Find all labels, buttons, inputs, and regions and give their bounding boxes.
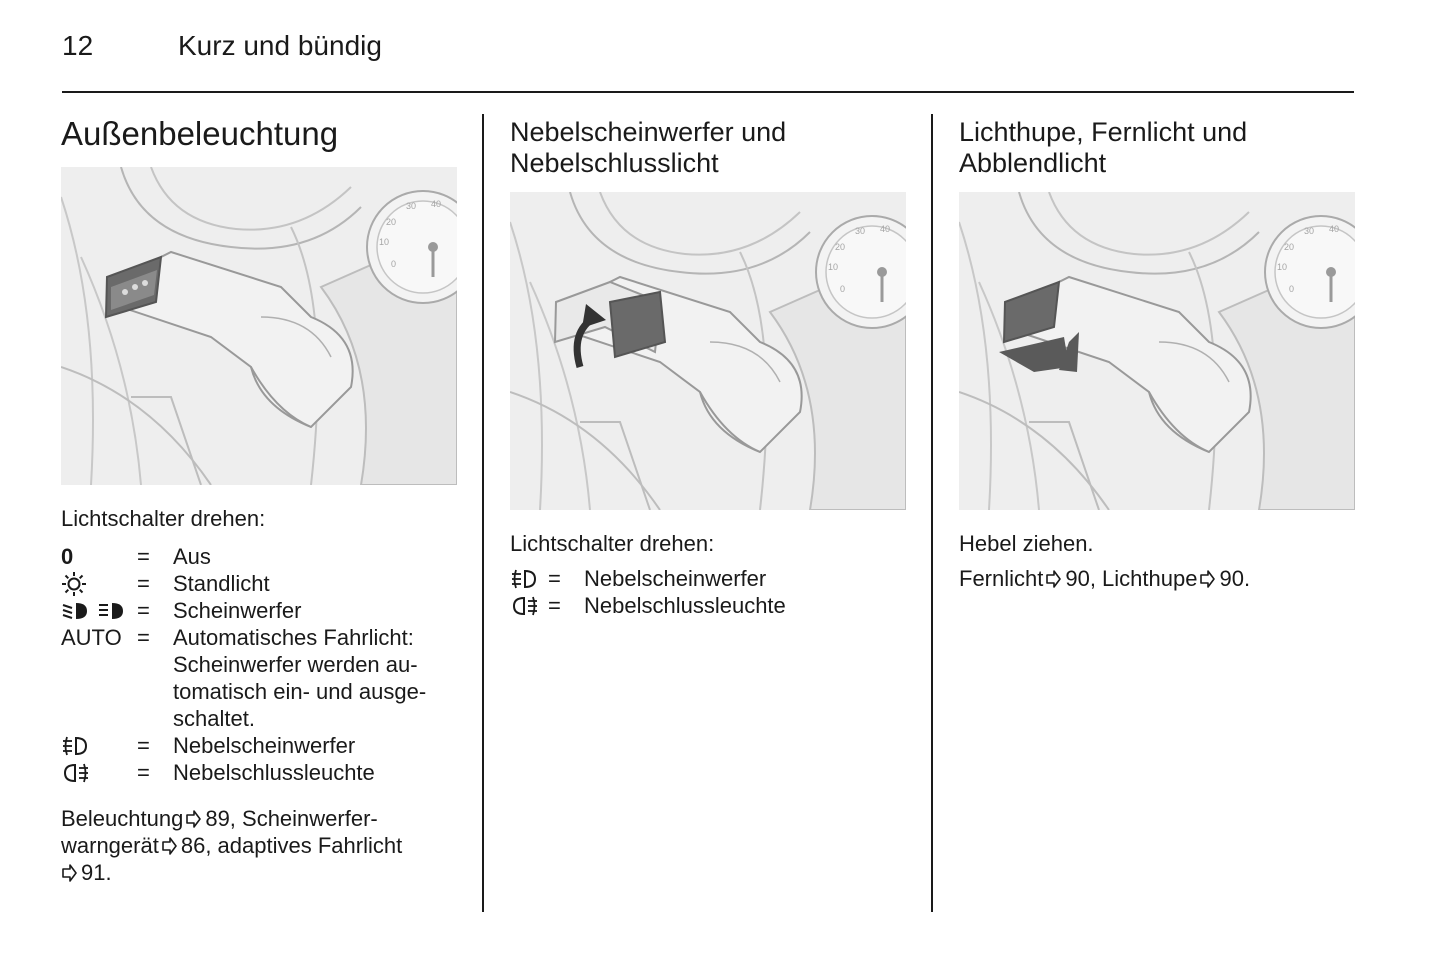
fog-positions-list [510, 565, 906, 619]
cross-references: Fernlicht 90, Lichthupe 90. [959, 566, 1251, 591]
intro-text: Lichtschalter drehen: [510, 531, 715, 556]
rear-fog-icon [61, 762, 91, 784]
list-item: = Scheinwerfer [61, 597, 457, 624]
cross-references: Beleuchtung 89, Scheinwerfer- warngerät 86, adaptives Fahrlicht 91. [61, 806, 403, 885]
zero-position: 0 [61, 544, 74, 569]
auto-label: AUTO [61, 625, 122, 650]
list-item: 0 = Aus [61, 544, 211, 569]
parking-light-icon [61, 571, 87, 597]
column-divider-2 [931, 114, 933, 912]
front-fog-icon [61, 735, 91, 757]
list-item: = Nebelschlussleuchte [61, 759, 457, 786]
chapter-title: Kurz und bündig [178, 30, 382, 61]
section-heading: Lichthupe, Fernlicht und Abblendlicht [959, 117, 1248, 178]
high-beam-icon [97, 600, 127, 622]
light-switch-illustration [61, 167, 457, 485]
page-number: 12 [62, 30, 94, 61]
list-item: AUTO = Automatisches Fahrlicht: Scheinwerfer werden au-tomatisch ein- und ausge-schaltet. [61, 625, 427, 731]
column-exterior-lighting [61, 114, 457, 886]
low-beam-icon [61, 600, 91, 622]
column-fog-lights [510, 117, 906, 619]
lever-pull-illustration [959, 192, 1355, 510]
list-item: = Standlicht [61, 570, 457, 597]
rear-fog-icon [510, 595, 540, 617]
page-ref-arrow-icon [1199, 570, 1215, 588]
section-heading: Außenbeleuchtung [61, 115, 339, 152]
ref-link-lighting[interactable]: Beleuchtung [61, 806, 184, 831]
ref-link-warning[interactable]: warngerät [61, 833, 159, 858]
page-ref-arrow-icon [185, 810, 201, 828]
header-rule [62, 91, 1354, 93]
intro-text: Hebel ziehen. [959, 531, 1094, 556]
list-item: = Nebelscheinwerfer [61, 732, 457, 759]
page-ref-arrow-icon [61, 864, 77, 882]
intro-text: Lichtschalter drehen: [61, 506, 266, 531]
section-heading: Nebelscheinwerfer und Nebelschlusslicht [510, 117, 787, 178]
column-divider-1 [482, 114, 484, 912]
page-ref-arrow-icon [161, 837, 177, 855]
ref-link-high-beam[interactable]: Fernlicht [959, 566, 1044, 591]
page-ref-arrow-icon [1045, 570, 1061, 588]
ref-link-adaptive[interactable]: 91. [81, 860, 112, 885]
list-item: = Nebelscheinwerfer [510, 565, 906, 592]
list-item: = Nebelschlussleuchte [510, 592, 906, 619]
fog-switch-illustration [510, 192, 906, 510]
front-fog-icon [510, 568, 540, 590]
switch-positions-list [61, 543, 457, 786]
column-high-beam [959, 117, 1355, 592]
